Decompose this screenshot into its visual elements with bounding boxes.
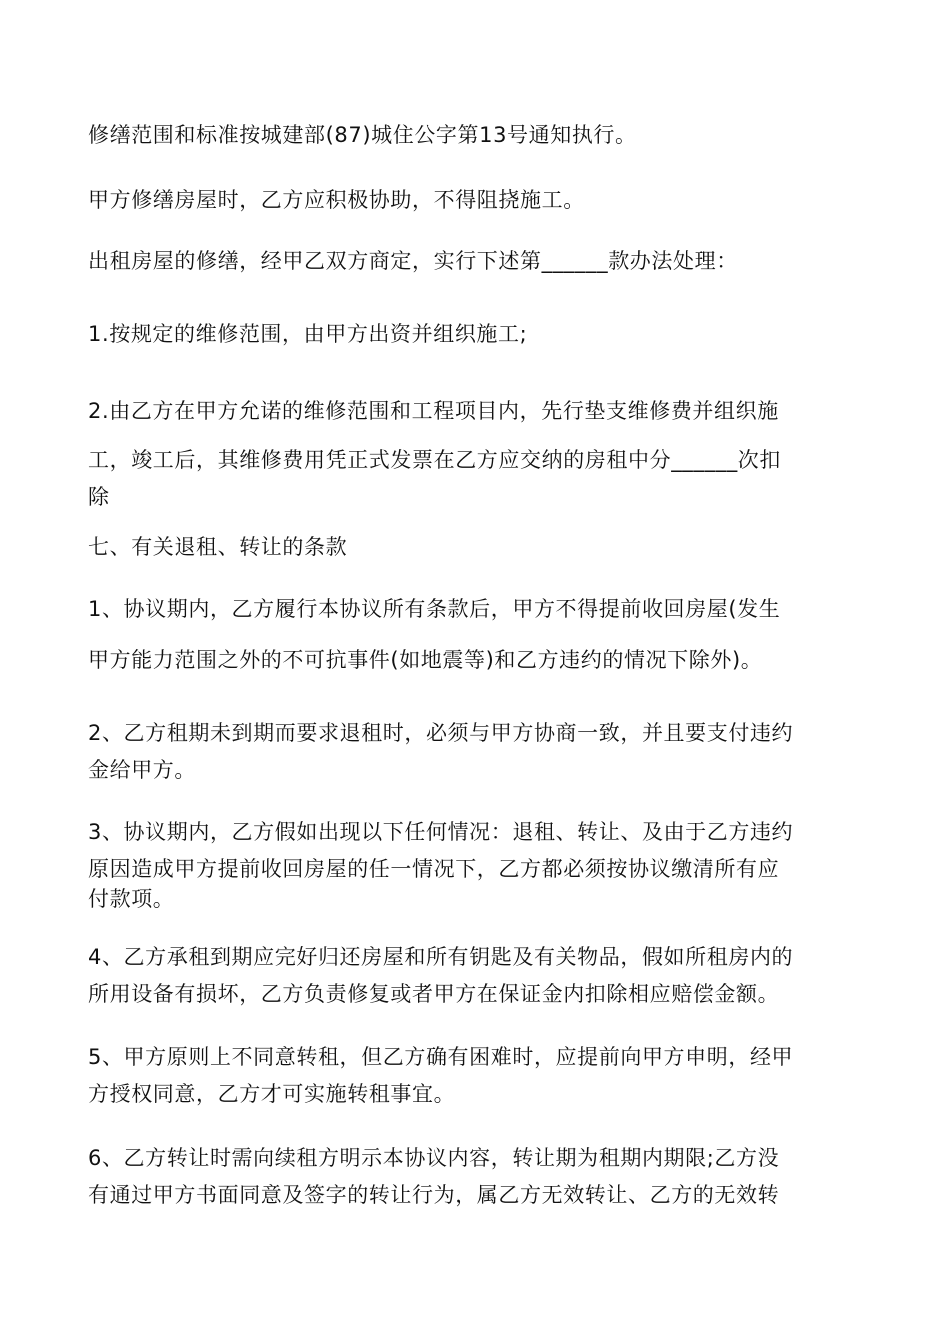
text-line: 工，竣工后，其维修费用凭正式发票在乙方应交纳的房租中分______次扣 — [88, 448, 781, 472]
text-line: 修缮范围和标准按城建部(87)城住公字第13号通知执行。 — [88, 123, 637, 147]
text-line: 原因造成甲方提前收回房屋的任一情况下，乙方都必须按协议缴清所有应 — [88, 857, 780, 881]
text-line: 2.由乙方在甲方允诺的维修范围和工程项目内，先行垫支维修费并组织施 — [88, 399, 779, 423]
text-line: 除 — [88, 485, 110, 509]
text-line: 3、协议期内，乙方假如出现以下任何情况：退租、转让、及由于乙方违约 — [88, 820, 794, 844]
text-line: 甲方修缮房屋时，乙方应积极协助，不得阻挠施工。 — [88, 188, 585, 212]
text-line: 6、乙方转让时需向续租方明示本协议内容，转让期为租期内期限;乙方没 — [88, 1146, 780, 1170]
text-line: 付款项。 — [88, 887, 175, 911]
text-line: 1、协议期内，乙方履行本协议所有条款后，甲方不得提前收回房屋(发生 — [88, 597, 781, 621]
text-line: 所用设备有损坏，乙方负责修复或者甲方在保证金内扣除相应赔偿金额。 — [88, 982, 780, 1006]
text-line: 4、乙方承租到期应完好归还房屋和所有钥匙及有关物品，假如所租房内的 — [88, 945, 794, 969]
text-line: 甲方能力范围之外的不可抗事件(如地震等)和乙方违约的情况下除外)。 — [88, 648, 763, 672]
text-line: 出租房屋的修缮，经甲乙双方商定，实行下述第______款办法处理： — [88, 249, 738, 273]
text-line: 有通过甲方书面同意及签字的转让行为，属乙方无效转让、乙方的无效转 — [88, 1183, 780, 1207]
text-line: 5、甲方原则上不同意转租，但乙方确有困难时，应提前向甲方申明，经甲 — [88, 1045, 794, 1069]
text-line: 金给甲方。 — [88, 758, 196, 782]
text-line: 2、乙方租期未到期而要求退租时，必须与甲方协商一致，并且要支付违约 — [88, 721, 794, 745]
text-line: 方授权同意，乙方才可实施转租事宜。 — [88, 1082, 456, 1106]
text-line: 1.按规定的维修范围，由甲方出资并组织施工; — [88, 322, 528, 346]
section-heading: 七、有关退租、转让的条款 — [88, 535, 348, 559]
